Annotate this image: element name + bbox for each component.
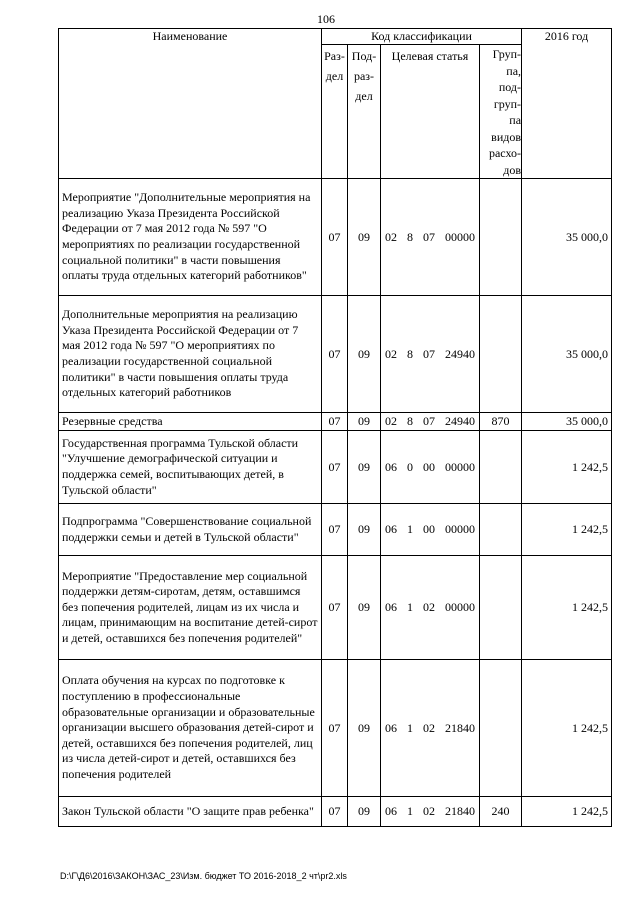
row-amount: 35 000,0 [522, 179, 612, 296]
row-target-article: 02 8 07 24940 [381, 413, 480, 431]
row-vid-rashodov [480, 660, 522, 797]
row-amount: 1 242,5 [522, 797, 612, 827]
header-code: Код классификации [322, 29, 522, 45]
row-razdel: 07 [322, 413, 348, 431]
table-row [59, 431, 612, 504]
row-target-article: 02 8 07 24940 [381, 296, 480, 413]
row-amount: 35 000,0 [522, 296, 612, 413]
table-row [59, 797, 612, 827]
row-amount: 1 242,5 [522, 431, 612, 504]
row-amount: 35 000,0 [522, 413, 612, 431]
row-podrazdel: 09 [348, 179, 381, 296]
row-target-article: 06 1 02 00000 [381, 556, 480, 660]
row-target-article: 06 0 00 00000 [381, 431, 480, 504]
row-razdel: 07 [322, 504, 348, 556]
row-podrazdel: 09 [348, 296, 381, 413]
file-path-footer: D:\Г\Д6\2016\ЗАКОН\ЗАС_23\Изм. бюджет ТО 2016-2018_2 чт\pr2.xls [60, 871, 347, 881]
row-podrazdel: 09 [348, 797, 381, 827]
row-vid-rashodov: 870 [480, 413, 522, 431]
table-row [59, 556, 612, 660]
row-razdel: 07 [322, 660, 348, 797]
row-name: Закон Тульской области "О защите прав ребенка" [59, 797, 322, 827]
row-vid-rashodov [480, 431, 522, 504]
table-row [59, 504, 612, 556]
table-row [59, 179, 612, 296]
row-amount: 1 242,5 [522, 556, 612, 660]
row-amount: 1 242,5 [522, 504, 612, 556]
row-vid-rashodov [480, 296, 522, 413]
row-name: Резервные средства [59, 413, 322, 431]
row-podrazdel: 09 [348, 431, 381, 504]
header-year: 2016 год [522, 29, 612, 179]
row-vid-rashodov: 240 [480, 797, 522, 827]
row-name: Мероприятие "Дополнительные мероприятия на реализацию Указа Президента Российской Федерации от 7 мая 2012 года № 597 "О мероприятиях по реализации государственной социальной политики" в части повышения оплаты труда отдельных категорий работников" [59, 179, 322, 296]
row-name: Оплата обучения на курсах по подготовке к поступлению в профессиональные образовательные организации и образовательные организации высшего образования детей-сирот и детей, оставшихся без попечения родителей, лиц из числа детей-сирот и детей, оставшихся без попечения родителей [59, 660, 322, 797]
row-name: Подпрограмма "Совершенствование социальной поддержки семьи и детей в Тульской области" [59, 504, 322, 556]
header-vid-rashodov: Груп- па, под- груп- па видов расхо- дов [480, 45, 522, 179]
row-razdel: 07 [322, 556, 348, 660]
row-name: Дополнительные мероприятия на реализацию Указа Президента Российской Федерации от 7 мая 2012 года № 597 "О мероприятиях по реализации государственной социальной политики" в части повышения оплаты труда отдельных категорий работников [59, 296, 322, 413]
header-razdel: Раз- дел [322, 45, 348, 179]
budget-table [58, 28, 612, 827]
header-podrazdel: Под- раз- дел [348, 45, 381, 179]
row-vid-rashodov [480, 179, 522, 296]
table-row [59, 296, 612, 413]
header-target-article: Целевая статья [381, 45, 480, 179]
row-amount: 1 242,5 [522, 660, 612, 797]
table-row [59, 413, 612, 431]
page-number: 106 [317, 12, 335, 26]
row-podrazdel: 09 [348, 660, 381, 797]
row-podrazdel: 09 [348, 413, 381, 431]
row-razdel: 07 [322, 431, 348, 504]
row-vid-rashodov [480, 556, 522, 660]
row-target-article: 02 8 07 00000 [381, 179, 480, 296]
table-row [59, 660, 612, 797]
row-razdel: 07 [322, 179, 348, 296]
row-razdel: 07 [322, 296, 348, 413]
row-razdel: 07 [322, 797, 348, 827]
row-name: Государственная программа Тульской области "Улучшение демографической ситуации и поддержка семей, воспитывающих детей, в Тульской области" [59, 431, 322, 504]
row-target-article: 06 1 02 21840 [381, 797, 480, 827]
row-podrazdel: 09 [348, 556, 381, 660]
row-name: Мероприятие "Предоставление мер социальной поддержки детям-сиротам, детям, оставшимся без попечения родителей, лицам из их числа и лицам, принимающим на воспитание детей-сирот и детей, оставшихся без попечения родителей" [59, 556, 322, 660]
row-target-article: 06 1 02 21840 [381, 660, 480, 797]
row-target-article: 06 1 00 00000 [381, 504, 480, 556]
row-vid-rashodov [480, 504, 522, 556]
row-podrazdel: 09 [348, 504, 381, 556]
header-name: Наименование [59, 29, 322, 179]
